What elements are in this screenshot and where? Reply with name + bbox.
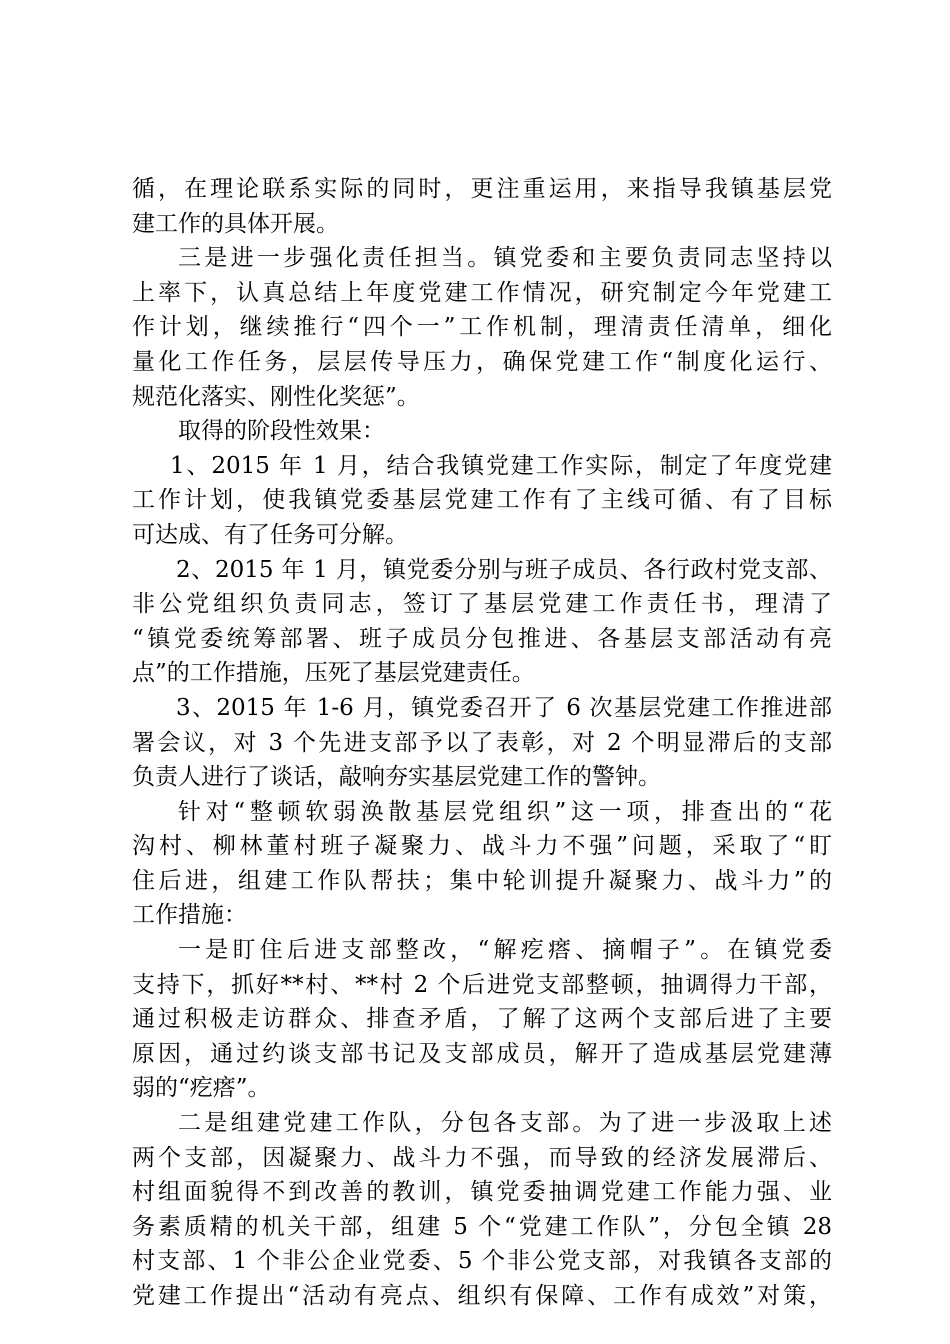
document-body [132,172,832,1314]
text-line: 点”的工作措施，压死了基层党建责任。 [132,660,535,687]
text-line: 3、2015 年 1-6 月，镇党委召开了 6 次基层党建工作推进部 [176,694,832,721]
text-line: 务素质精的机关干部，组建 5 个“党建工作队”，分包全镇 28 [132,1213,832,1240]
text-line: 沟村、柳林董村班子凝聚力、战斗力不强”问题，采取了“盯 [132,833,832,860]
text-line: 三是进一步强化责任担当。镇党委和主要负责同志坚持以 [178,245,832,272]
text-line: 住后进，组建工作队帮扶；集中轮训提升凝聚力、战斗力”的 [132,867,832,894]
text-line: 规范化落实、刚性化奖惩”。 [132,383,420,410]
text-line: 非公党组织负责同志，签订了基层党建工作责任书，理清了 [132,591,832,618]
text-line: 取得的阶段性效果： [178,418,385,445]
text-line: 针对“整顿软弱涣散基层党组织”这一项，排查出的“花 [178,798,832,825]
text-line: “镇党委统筹部署、班子成员分包推进、各基层支部活动有亮 [132,625,832,652]
text-line: 作计划，继续推行“四个一”工作机制，理清责任清单，细化 [132,314,832,341]
text-line: 村支部、1 个非公企业党委、5 个非公党支部，对我镇各支部的 [132,1248,832,1275]
text-line: 署会议，对 3 个先进支部予以了表彰，对 2 个明显滞后的支部 [132,729,832,756]
text-line: 原因，通过约谈支部书记及支部成员，解开了造成基层党建薄 [132,1040,832,1067]
text-line: 量化工作任务，层层传导压力，确保党建工作“制度化运行、 [132,348,832,375]
text-line: 1、2015 年 1 月，结合我镇党建工作实际，制定了年度党建 [170,452,832,479]
text-line: 通过积极走访群众、排查矛盾，了解了这两个支部后进了主要 [132,1006,832,1033]
text-line: 循，在理论联系实际的同时，更注重运用，来指导我镇基层党 [132,176,832,202]
text-line: 负责人进行了谈话，敲响夯实基层党建工作的警钟。 [132,764,661,791]
text-line: 二是组建党建工作队，分包各支部。为了进一步汲取上述 [178,1110,832,1137]
text-line: 一是盯住后进支部整改，“解疙瘩、摘帽子”。在镇党委 [178,937,832,964]
text-line: 弱的“疙瘩”。 [132,1075,271,1102]
text-line: 村组面貌得不到改善的教训，镇党委抽调党建工作能力强、业 [132,1179,832,1206]
text-line: 可达成、有了任务可分解。 [132,521,408,548]
text-line: 工作计划，使我镇党委基层党建工作有了主线可循、有了目标 [132,487,832,514]
text-line: 2、2015 年 1 月，镇党委分别与班子成员、各行政村党支部、 [176,556,832,583]
text-line: 工作措施： [132,902,247,929]
text-line: 两个支部，因凝聚力、战斗力不强，而导致的经济发展滞后、 [132,1144,832,1171]
text-line: 上率下，认真总结上年度党建工作情况，研究制定今年党建工 [132,279,832,306]
text-line: 支持下，抓好**村、**村 2 个后进党支部整顿，抽调得力干部， [132,971,832,998]
text-line: 建工作的具体开展。 [132,210,339,237]
text-line: 党建工作提出“活动有亮点、组织有保障、工作有成效”对策， [132,1283,832,1309]
